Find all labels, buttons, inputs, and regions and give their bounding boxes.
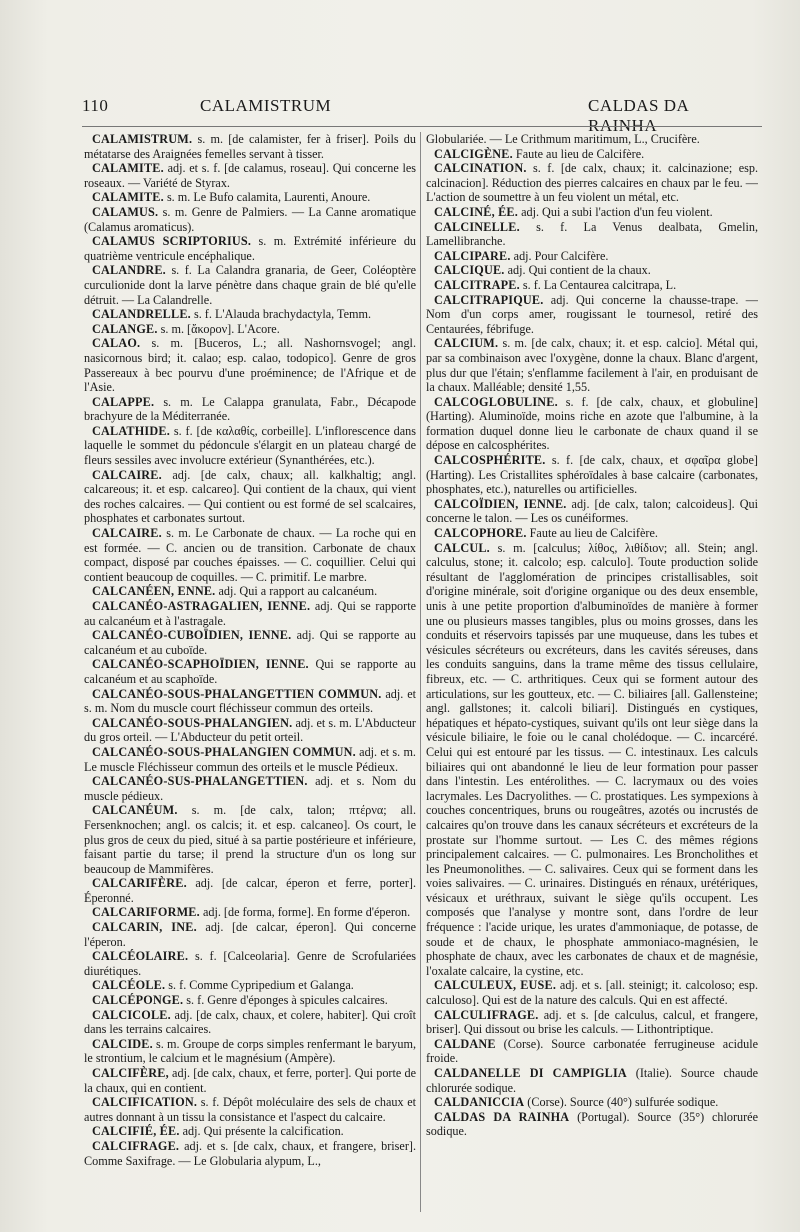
entry-definition: adj. Qui concerne la chausse-trape. — Nom d'un corps amer, rougissant le tournesol, retiré des Centaurées, fébrifuge. [426,292,758,336]
dictionary-entry [84,876,416,905]
entry-headword: CALCINÉ, ÉE. [434,204,519,219]
entry-definition: s. f. La Calandra granaria, de Geer, Coléoptère curculionide dont la larve pénètre dans chaque grain de blé qu'elle détruit. — La Calandrelle. [84,263,416,307]
dictionary-entry [84,526,416,584]
entry-definition: s. m. [Buceros, L.; all. Nashornsvogel; angl. nasicornous bird; it. calao; esp. calao, todopico]. Genre de gros Passereaux à bec pourvu d'une proéminence; de l'Afrique et de l'Asie. [84,336,416,395]
dictionary-entry [84,190,416,205]
dictionary-entry [426,205,758,220]
dictionary-entry [84,657,416,686]
dictionary-entry [84,978,416,993]
entry-headword: CALCAIRE. [92,526,162,541]
entry-definition: adj. et s. [de calculus, calcul, et frangere, briser]. Qui dissout ou brise les calculs. — Lithontriptique. [426,1007,758,1037]
entry-definition: s. m. Le Carbonate de chaux. — La roche qui en est formée. — C. ancien ou de transition. Carbonate de chaux compact, disposé par couches épaisses. — C. coquillier. Celui qui contient beaucoup de coquilles. — C. primitif. Le marbre. [84,526,416,584]
entry-headword: CALCULIFRAGE. [434,1007,539,1022]
page-header [82,96,762,135]
dictionary-entry [84,920,416,949]
right-column [426,132,758,1212]
entry-definition: s. f. La Centaurea calcitrapa, L. [519,277,677,292]
dictionary-entry [426,1095,758,1110]
entry-headword: CALDAS DA RAINHA [434,1109,570,1124]
entry-headword: CALCAIRE. [92,467,162,482]
entry-headword: CALCÉOLAIRE. [92,949,189,964]
entry-headword: CALAMISTRUM. [92,132,193,146]
entry-definition: adj. et s. Nom du muscle pédieux. [84,774,416,803]
entry-definition: s. m. Extrémité inférieure du quatrième ventricule encéphalique. [84,234,416,263]
dictionary-entry [84,1008,416,1037]
entry-headword: CALCANÉO-CUBOÏDIEN, IENNE. [92,628,292,643]
dictionary-entry [426,132,758,147]
entry-headword: CALCIDE. [92,1036,153,1051]
entry-definition: s. m. [de calx, talon; πτέρνα; all. Fersenknochen; angl. os calcis; it. et esp. calcaneo]. Os court, le plus gros de ceux du pied, situé à sa partie postérieure et inférieure, faisant partie du tarse; il prend la structure d'un os long sur beaucoup de Mammifères. [84,803,416,876]
entry-definition: adj. [de calx, talon; calcoideus]. Qui concerne le talon. — Les os cunéiformes. [426,496,758,526]
entry-definition: adj. [de forma, forme]. En forme d'éperon. [199,905,411,920]
entry-definition: adj. Qui présente la calcification. [179,1124,344,1139]
dictionary-entry [84,803,416,876]
dictionary-entry [84,336,416,394]
dictionary-entry [84,132,416,161]
entry-headword: CALCANÉO-SCAPHOÏDIEN, IENNE. [92,657,309,672]
entry-headword: CALCANÉEN, ENNE. [92,584,216,599]
dictionary-entry [426,1110,758,1139]
dictionary-entry [84,307,416,322]
entry-definition: adj. [de calx, chaux; all. kalkhaltig; angl. calcareous; it. et esp. calcareo]. Qui contient de la chaux, qui vient des roches calcaires. — Qui contient ou est formé de sel scalcaires, phosphates et carbonates surtout. [84,467,416,526]
entry-headword: CALCANÉO-ASTRAGALIEN, IENNE. [92,599,311,613]
entry-headword: CALCANÉO-SOUS-PHALANGIEN COMMUN. [92,744,356,759]
dictionary-entry [84,745,416,774]
entry-definition: s. f. Comme Cypripedium et Galanga. [165,978,354,993]
entry-headword: CALCANÉO-SOUS-PHALANGIEN. [92,715,293,730]
dictionary-entry [426,278,758,293]
dictionary-entry [426,293,758,337]
entry-headword: CALDANE [434,1036,496,1051]
entry-headword: CALCITRAPIQUE. [434,292,544,307]
entry-definition: adj. Qui a subi l'action d'un feu violent. [518,204,713,219]
entry-definition: s. f. L'Alauda brachydactyla, Temm. [190,307,372,322]
entry-headword: CALATHIDE. [92,423,170,438]
entry-headword: CALCIFÈRE, [92,1066,169,1080]
dictionary-entry [84,599,416,628]
dictionary-entry [84,1124,416,1139]
dictionary-entry [84,993,416,1008]
dictionary-entry [84,205,416,234]
entry-headword: CALAMITE. [92,190,164,205]
entry-definition: adj. et s. m. Le muscle Fléchisseur commun des orteils et le muscle Pédieux. [84,744,416,774]
entry-headword: CALCINATION. [434,161,527,176]
entry-definition: s. f. [de καλαθίς, corbeille]. L'inflorescence dans laquelle le sommet du pédoncule s'élargit en un plateau chargé de fleurs sessiles avec involucre extérieur (Synanthérées, etc.). [84,423,416,468]
entry-definition: (Corse). Source (40°) sulfurée sodique. [524,1095,719,1110]
entry-headword: CALCÉPONGE. [92,993,184,1008]
left-column [84,132,416,1212]
entry-headword: CALAO. [92,336,141,351]
dictionary-entry [84,1139,416,1168]
entry-definition: adj. [de calx, chaux, et ferre, porter]. Qui porte de la chaux, qui en contient. [84,1066,416,1095]
entry-definition: s. f. [Calceolaria]. Genre de Scrofulariées diurétiques. [84,949,416,978]
entry-headword: CALCOSPHÉRITE. [434,453,546,468]
dictionary-entry [426,453,758,497]
header-rule [82,126,762,127]
page-number: 110 [82,96,109,115]
entry-headword: CALCANÉUM. [92,803,178,818]
dictionary-entry [84,1037,416,1066]
dictionary-entry [426,336,758,394]
entry-definition: s. f. [de calx, chaux, et σφαῖρα globe] (Harting). Les Cristallites sphéroïdales à base calcaire (carbonates, phosphates, etc.), naturelles ou artificielles. [426,453,758,497]
entry-headword: CALCULEUX, EUSE. [434,978,557,993]
dictionary-entry [426,978,758,1007]
dictionary-entry [84,322,416,337]
entry-definition: adj. Qui contient de la chaux. [504,263,651,278]
dictionary-entry [84,1066,416,1095]
entry-definition: adj. et s. f. [de calamus, roseau]. Qui concerne les roseaux. — Variété de Styrax. [84,161,416,190]
entry-headword: CALCANÉO-SUS-PHALANGETTIEN. [92,774,308,789]
dictionary-entry [84,905,416,920]
column-divider [420,132,421,1212]
entry-headword: CALCIQUE. [434,263,505,278]
entry-headword: CALCARIFÈRE. [92,876,187,891]
entry-headword: CALCIFIÉ, ÉE. [92,1124,180,1139]
entry-definition: s. m. [de calamister, fer à friser]. Poils du métatarse des Araignées femelles servant à tisser. [84,132,416,161]
entry-headword: CALDANICCIA [434,1095,525,1110]
entry-headword: CALCIFICATION. [92,1095,198,1110]
entry-headword: CALCINELLE. [434,219,520,234]
dictionary-entry [426,263,758,278]
dictionary-entry [84,1095,416,1124]
entry-headword: CALCOÏDIEN, IENNE. [434,496,567,511]
entry-headword: CALAPPE. [92,394,155,409]
entry-definition: s. m. [de calx, chaux; it. et esp. calcio]. Métal qui, par sa combinaison avec l'oxygène, donne la chaux. Blanc d'argent, plus dur que l'étain; s'enflamme facilement à l'air, en produisant de la chaux. Malléable; densité 1,55. [426,336,758,395]
entry-headword: CALCIFRAGE. [92,1138,180,1153]
entry-definition: s. f. Genre d'éponges à spicules calcaires. [183,993,388,1008]
entry-definition: adj. [de calcar, éperon]. Qui concerne l'éperon. [84,920,416,949]
entry-headword: CALANDRELLE. [92,307,191,322]
entry-headword: CALANGE. [92,321,158,336]
entry-definition: (Portugal). Source (35°) chlorurée sodique. [426,1109,758,1139]
dictionary-entry [426,395,758,453]
dictionary-entry [84,716,416,745]
entry-definition: adj. et s. [de calx, chaux, et frangere, briser]. Comme Saxifrage. — Le Globularia alypum, L., [84,1138,416,1168]
dictionary-entry [84,774,416,803]
entry-definition: Faute au lieu de Calcifère. [512,146,645,161]
entry-definition: s. m. Genre de Palmiers. — La Canne aromatique (Calamus aromaticus). [84,204,416,234]
entry-headword: CALAMITE. [92,161,164,176]
entry-definition: adj. Pour Calcifère. [510,248,609,263]
entry-definition: s. m. [calculus; λίθος, λιθίδιον; all. Stein; angl. calculus, stone; it. calcolo; esp. calculo]. Toute production solide résultant de l'agglomération de principes cristallisables, soit d'origine minérale, soit d'origine organique ou des deux ensemble, unis à une petite proportion d'albuminoïdes de manière à former une ou plusieurs masses tangibles, plus ou moins grosses, dans les conduits et réservoirs tapissés par une muqueuse, dans les tubes et vésicules sécréteurs ou excréteurs, dans les cavités séreuses, dans les conduits sanguins, dans la trame même des tissus cellulaire, fibreux, etc. — C. arthritiques. Ceux qui se forment autour des articulations, sur les goutteux, etc. — C. biliaires [all. Gallensteine; angl. gallstones; it. calcoli biliari]. Distingués en cystiques, hépatiques et hépato-cystiques, suivant qu'ils ont leur siège dans la vésicule biliaire, le foie ou le canal cholédoque. — C. incarcéré. Celui qui est entouré par les tissus. — C. intestinaux. Les calculs biliaires qui ont abandonné le lieu de leur formation pour passer dans l'intestin. Les entérolithes. — C. lacrymaux ou des voies lacrymales. Les Dacryolithes. — C. prostatiques. Les sympexions à couches concentriques, bruns ou rougeâtres, azotés ou incrustés de calcaires qu'on trouve dans les canaux sécréteurs et excréteurs de la prostate sur l'homme surtout. — Les C. des mêmes régions principalement calcaires. — C. pulmonaires. Les Broncholithes et les Pneumonolithes. — C. salivaires. Ceux qui se forment dans les voies salivaires. — C. urinaires. Distingués en rénaux, urétériques, vésicaux et uréthraux, suivant le siège qu'ils occupent. Les composés que l'analyse y montre sont, dans l'ordre de leur fréquence : l'acide urique, les urates d'ammoniaque, de potasse, de soude et de chaux, le phosphate ammoniaco-magnésien, le phosphate de chaux, avec les carbonates de chaux et de magnésie, l'oxalate calcaire, la cystine, etc. [426,540,758,978]
dictionary-entry [84,161,416,190]
dictionary-entry [426,1066,758,1095]
entry-headword: CALCUL. [434,540,490,555]
dictionary-entry [84,687,416,716]
entry-definition: s. f. La Venus dealbata, Gmelin, Lamellibranche. [426,219,758,249]
dictionary-entry [426,249,758,264]
entry-definition: Globulariée. — Le Crithmum maritimum, L., Crucifère. [426,132,700,146]
dictionary-entry [84,468,416,526]
entry-headword: CALCIUM. [434,336,499,351]
entry-definition: s. f. [de calx, chaux, et globuline] (Harting). Aluminoïde, moins riche en azote que l'albumine, à la formation duquel donne lieu le carbonate de chaux quand il se dépose en calcosphérites. [426,394,758,453]
dictionary-entry [84,949,416,978]
entry-definition: s. m. Le Bufo calamita, Laurenti, Anoure. [163,190,371,205]
entry-definition: adj. Qui a rapport au calcanéum. [215,584,378,599]
entry-definition: (Italie). Source chaude chlorurée sodique. [426,1066,758,1095]
entry-headword: CALCARIFORME. [92,905,200,920]
entry-definition: adj. [de calx, chaux, et colere, habiter]. Qui croît dans les terrains calcaires. [84,1007,416,1037]
entry-definition: Qui se rapporte au calcanéum et au scaphoïde. [84,657,416,686]
dictionary-entry [84,395,416,424]
entry-definition: s. m. Le Calappa granulata, Fabr., Décapode brachyure de la Méditerranée. [84,394,416,424]
dictionary-entry [84,628,416,657]
entry-headword: CALAMUS. [92,204,159,219]
dictionary-entry [426,1037,758,1066]
entry-headword: CALCIPARE. [434,248,511,263]
entry-headword: CALCITRAPE. [434,277,520,292]
entry-headword: CALCANÉO-SOUS-PHALANGETTIEN COMMUN. [92,686,382,701]
running-head-right: CALDAS DA RAINHA [588,96,689,135]
dictionary-entry [426,220,758,249]
entry-headword: CALANDRE. [92,263,166,278]
entry-definition: adj. [de calcar, éperon et ferre, porter]. Éperonné. [84,876,416,905]
dictionary-entry [426,1008,758,1037]
entry-definition: Faute au lieu de Calcifère. [526,526,658,541]
entry-headword: CALDANELLE DI CAMPIGLIA [434,1066,627,1080]
dictionary-entry [426,161,758,205]
dictionary-entry [426,497,758,526]
entry-definition: (Corse). Source carbonatée ferrugineuse acidule froide. [426,1036,758,1066]
dictionary-entry [84,263,416,307]
entry-definition: s. f. Dépôt moléculaire des sels de chaux et autres donnant à un tissu la consistance et l'aspect du calcaire. [84,1095,416,1124]
dictionary-entry [426,541,758,979]
entry-headword: CALAMUS SCRIPTORIUS. [92,234,252,249]
entry-headword: CALCOGLOBULINE. [434,394,558,409]
entry-definition: adj. et s. m. Nom du muscle court fléchisseur commun des orteils. [84,686,416,716]
dictionary-entry [426,526,758,541]
entry-definition: adj. Qui se rapporte au calcanéum et à l'astragale. [84,599,416,628]
entry-definition: s. m. [ἄκορον]. L'Acore. [157,321,280,336]
dictionary-entry [426,147,758,162]
entry-headword: CALCÉOLE. [92,978,166,993]
running-head-left: CALAMISTRUM [200,96,332,115]
dictionary-entry [84,584,416,599]
entry-definition: s. m. Groupe de corps simples renfermant le baryum, le strontium, le calcium et le magnésium (Ampère). [84,1036,416,1066]
dictionary-entry [84,424,416,468]
entry-headword: CALCICOLE. [92,1007,171,1022]
entry-definition: adj. et s. [all. steinigt; it. calcoloso; esp. calculoso]. Qui est de la nature des calculs. Qui en est affecté. [426,978,758,1008]
entry-headword: CALCOPHORE. [434,526,527,541]
entry-headword: CALCARIN, INE. [92,920,197,935]
entry-definition: adj. et s. m. L'Abducteur du gros orteil. — L'Abducteur du petit orteil. [84,715,416,745]
entry-headword: CALCIGÈNE. [434,146,513,161]
dictionary-entry [84,234,416,263]
entry-definition: adj. Qui se rapporte au calcanéum et au cuboïde. [84,628,416,657]
entry-definition: s. f. [de calx, chaux; it. calcinazione; esp. calcinacion]. Réduction des pierres calcaires en chaux par le feu. — L'action de soumettre à un feu violent un métal, etc. [426,161,758,205]
